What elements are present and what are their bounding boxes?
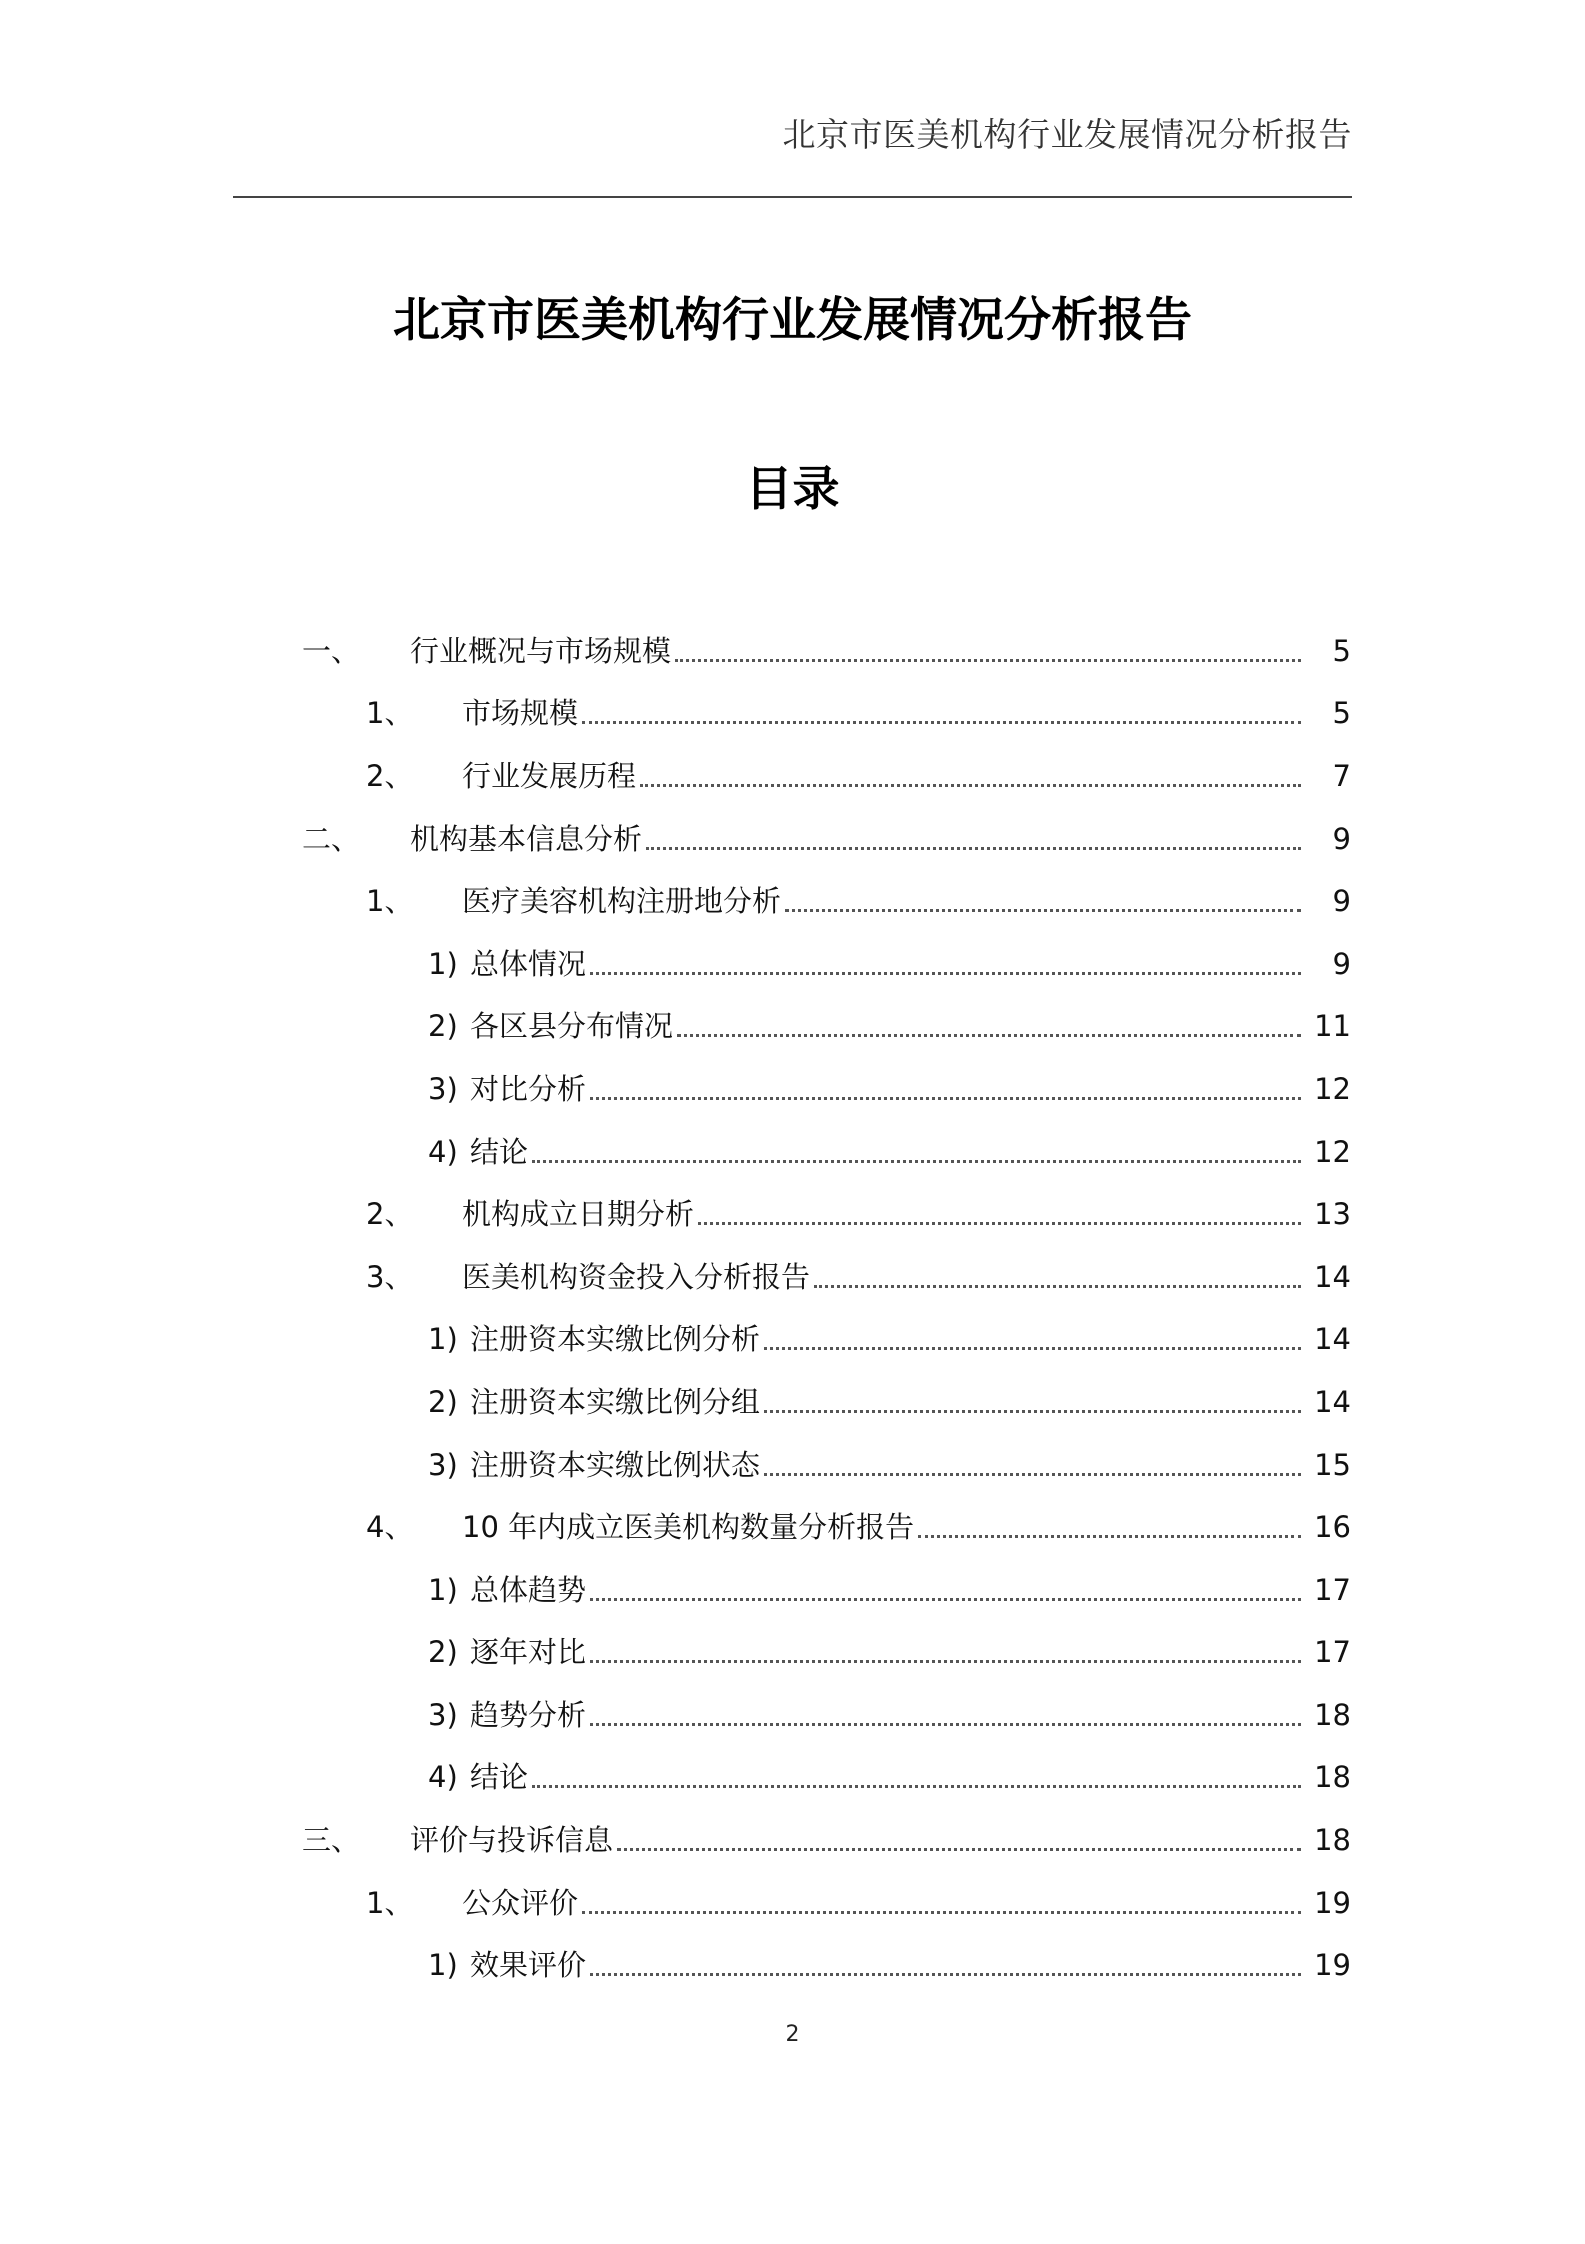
toc-entry[interactable]: [0, 1809, 1585, 1872]
toc-entry-number: 1、: [366, 884, 414, 919]
toc-entry-number: 三、: [302, 1823, 361, 1858]
toc-entry-number: 4): [428, 1134, 458, 1169]
toc-entry-title: 总体趋势: [470, 1572, 587, 1607]
table-of-contents: [0, 620, 1585, 1997]
toc-entry-title: 趋势分析: [470, 1697, 587, 1732]
toc-entry-page: 14: [1314, 1259, 1351, 1294]
toc-entry[interactable]: [0, 1684, 1585, 1747]
toc-entry-page: 19: [1314, 1948, 1351, 1983]
toc-entry[interactable]: [0, 1371, 1585, 1434]
toc-entry-number: 2): [428, 1009, 458, 1044]
toc-entry-title: 行业概况与市场规模: [410, 633, 672, 668]
toc-dot-leader: [646, 847, 1301, 850]
toc-dot-leader: [582, 1911, 1301, 1914]
toc-entry-number: 3): [428, 1447, 458, 1482]
toc-entry-title: 机构成立日期分析: [462, 1197, 695, 1232]
toc-entry-page: 18: [1314, 1823, 1351, 1858]
toc-dot-leader: [785, 909, 1301, 912]
toc-dot-leader: [764, 1347, 1301, 1350]
toc-entry[interactable]: [0, 683, 1585, 746]
toc-entry[interactable]: [0, 1121, 1585, 1184]
toc-entry-page: 9: [1332, 821, 1351, 856]
toc-entry-number: 1、: [366, 1885, 414, 1920]
toc-dot-leader: [590, 1598, 1301, 1601]
toc-entry-number: 3): [428, 1697, 458, 1732]
toc-entry[interactable]: [0, 1559, 1585, 1622]
page-number: 2: [785, 2022, 800, 2047]
toc-dot-leader: [918, 1535, 1301, 1538]
toc-dot-leader: [675, 659, 1301, 662]
toc-dot-leader: [590, 1723, 1301, 1726]
toc-entry-number: 3、: [366, 1259, 414, 1294]
toc-entry-page: 13: [1314, 1197, 1351, 1232]
toc-entry-number: 1): [428, 946, 458, 981]
toc-entry[interactable]: [0, 620, 1585, 683]
toc-entry-title: 市场规模: [462, 696, 579, 731]
toc-entry-page: 17: [1314, 1572, 1351, 1607]
toc-entry-title: 医美机构资金投入分析报告: [462, 1259, 811, 1294]
document-title: 北京市医美机构行业发展情况分析报告: [393, 293, 1192, 348]
toc-entry[interactable]: [0, 996, 1585, 1059]
toc-entry-title: 医疗美容机构注册地分析: [462, 884, 782, 919]
toc-dot-leader: [764, 1473, 1301, 1476]
toc-entry-number: 2): [428, 1384, 458, 1419]
toc-entry-title: 注册资本实缴比例分组: [470, 1384, 761, 1419]
header-rule: [233, 196, 1352, 198]
toc-dot-leader: [640, 784, 1301, 787]
toc-dot-leader: [582, 721, 1301, 724]
toc-entry-page: 18: [1314, 1697, 1351, 1732]
toc-entry-page: 15: [1314, 1447, 1351, 1482]
toc-dot-leader: [814, 1285, 1301, 1288]
toc-dot-leader: [590, 1660, 1301, 1663]
toc-entry-page: 18: [1314, 1760, 1351, 1795]
toc-entry-page: 19: [1314, 1885, 1351, 1920]
toc-entry-number: 1): [428, 1322, 458, 1357]
toc-entry-title: 公众评价: [462, 1885, 579, 1920]
toc-dot-leader: [532, 1785, 1301, 1788]
toc-entry-title: 对比分析: [470, 1071, 587, 1106]
toc-entry-number: 2、: [366, 758, 414, 793]
toc-entry-page: 16: [1314, 1510, 1351, 1545]
toc-entry-page: 7: [1332, 758, 1351, 793]
toc-entry-page: 9: [1332, 884, 1351, 919]
toc-entry-number: 1、: [366, 696, 414, 731]
toc-heading: 目录: [745, 462, 840, 517]
toc-entry[interactable]: [0, 1183, 1585, 1246]
toc-dot-leader: [677, 1034, 1301, 1037]
toc-entry-page: 5: [1332, 633, 1351, 668]
toc-entry-number: 4): [428, 1760, 458, 1795]
toc-entry-number: 2、: [366, 1197, 414, 1232]
toc-entry-number: 1): [428, 1948, 458, 1983]
toc-entry[interactable]: [0, 1747, 1585, 1810]
toc-entry[interactable]: [0, 1934, 1585, 1997]
running-header: 北京市医美机构行业发展情况分析报告: [782, 115, 1352, 154]
toc-entry[interactable]: [0, 808, 1585, 871]
toc-dot-leader: [617, 1848, 1301, 1851]
toc-entry-page: 11: [1314, 1009, 1351, 1044]
toc-entry-title: 效果评价: [470, 1948, 587, 1983]
toc-entry[interactable]: [0, 1434, 1585, 1497]
toc-entry-number: 1): [428, 1572, 458, 1607]
toc-entry-number: 二、: [302, 821, 361, 856]
toc-entry-page: 17: [1314, 1635, 1351, 1670]
toc-entry[interactable]: [0, 1496, 1585, 1559]
toc-entry-number: 2): [428, 1635, 458, 1670]
toc-entry[interactable]: [0, 1309, 1585, 1372]
toc-entry-title: 结论: [470, 1760, 529, 1795]
toc-dot-leader: [532, 1160, 1301, 1163]
toc-entry-title: 逐年对比: [470, 1635, 587, 1670]
toc-entry[interactable]: [0, 933, 1585, 996]
toc-dot-leader: [590, 972, 1301, 975]
toc-entry[interactable]: [0, 745, 1585, 808]
toc-entry[interactable]: [0, 1246, 1585, 1309]
toc-entry-title: 机构基本信息分析: [410, 821, 643, 856]
toc-entry-number: 4、: [366, 1510, 414, 1545]
toc-dot-leader: [590, 1097, 1301, 1100]
toc-entry[interactable]: [0, 1622, 1585, 1685]
toc-entry-page: 12: [1314, 1071, 1351, 1106]
toc-entry-page: 12: [1314, 1134, 1351, 1169]
toc-entry-title: 各区县分布情况: [470, 1009, 674, 1044]
toc-entry-title: 注册资本实缴比例分析: [470, 1322, 761, 1357]
toc-dot-leader: [764, 1410, 1301, 1413]
toc-dot-leader: [590, 1973, 1301, 1976]
toc-dot-leader: [698, 1222, 1301, 1225]
toc-entry-page: 14: [1314, 1384, 1351, 1419]
toc-entry-number: 3): [428, 1071, 458, 1106]
toc-entry-title: 结论: [470, 1134, 529, 1169]
toc-entry-title: 10 年内成立医美机构数量分析报告: [462, 1510, 915, 1545]
toc-entry-title: 总体情况: [470, 946, 587, 981]
toc-entry-title: 评价与投诉信息: [410, 1823, 614, 1858]
toc-entry-page: 5: [1332, 696, 1351, 731]
toc-entry-title: 行业发展历程: [462, 758, 637, 793]
toc-entry-page: 14: [1314, 1322, 1351, 1357]
toc-entry-title: 注册资本实缴比例状态: [470, 1447, 761, 1482]
toc-entry[interactable]: [0, 870, 1585, 933]
toc-entry-page: 9: [1332, 946, 1351, 981]
toc-entry-number: 一、: [302, 633, 361, 668]
toc-entry[interactable]: [0, 1872, 1585, 1935]
toc-entry[interactable]: [0, 1058, 1585, 1121]
